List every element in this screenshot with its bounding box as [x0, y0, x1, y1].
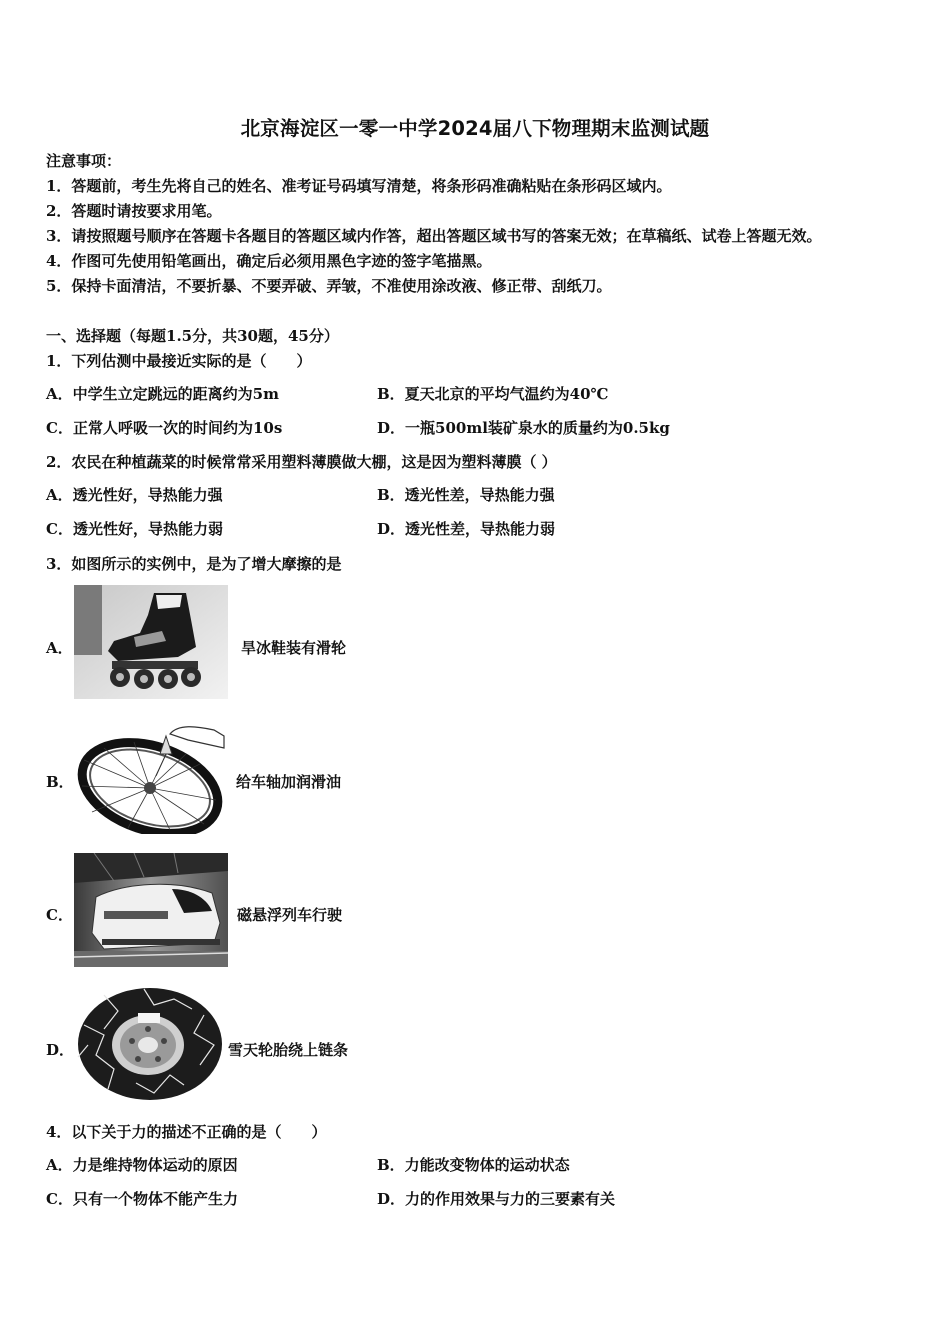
question-3-option-d-caption: 雪天轮胎绕上链条 — [228, 1041, 349, 1059]
tire-snow-chain-photo-icon — [74, 985, 226, 1103]
question-1-option-c: C．正常人呼吸一次的时间约为10s — [46, 419, 283, 437]
bicycle-wheel-oiling-photo-icon — [74, 720, 228, 834]
question-1-option-d: D．一瓶500ml装矿泉水的质量约为0.5kg — [377, 419, 670, 437]
question-3-option-d-letter: D． — [46, 1041, 75, 1059]
roller-skate-photo-icon — [74, 585, 228, 699]
question-1-option-a: A．中学生立定跳远的距离约为5m — [46, 385, 279, 403]
page-title: 北京海淀区一零一中学2024届八下物理期末监测试题 — [240, 117, 710, 140]
notice-item-5: 5．保持卡面清洁，不要折暴、不要弄破、弄皱，不准使用涂改液、修正带、刮纸刀。 — [46, 277, 612, 295]
question-3-option-b-letter: B． — [46, 773, 74, 791]
notice-item-3: 3．请按照题号顺序在答题卡各题目的答题区域内作答，超出答题区域书写的答案无效；在草稿纸、试卷上答题无效。 — [46, 227, 822, 245]
question-4-option-c: C．只有一个物体不能产生力 — [46, 1190, 238, 1208]
question-4-option-a: A．力是维持物体运动的原因 — [46, 1156, 238, 1174]
maglev-train-photo-icon — [74, 853, 228, 967]
question-1-option-b: B．夏天北京的平均气温约为40℃ — [377, 385, 609, 403]
question-3-option-c-caption: 磁悬浮列车行驶 — [237, 906, 343, 924]
notice-heading: 注意事项： — [46, 152, 122, 170]
notice-item-1: 1．答题前，考生先将自己的姓名、准考证号码填写清楚，将条形码准确粘贴在条形码区域内。 — [46, 177, 672, 195]
question-2-option-c: C．透光性好，导热能力弱 — [46, 520, 223, 538]
question-3-option-c-letter: C． — [46, 906, 73, 924]
notice-item-4: 4．作图可先使用铅笔画出，确定后必须用黑色字迹的签字笔描黑。 — [46, 252, 492, 270]
notice-item-2: 2．答题时请按要求用笔。 — [46, 202, 222, 220]
section-heading: 一、选择题（每题1.5分，共30题，45分） — [46, 327, 339, 345]
question-3-option-a-letter: A． — [46, 639, 73, 657]
question-2-option-b: B．透光性差，导热能力强 — [377, 486, 555, 504]
question-1-stem: 1．下列估测中最接近实际的是（ ） — [46, 352, 312, 370]
question-4-option-b: B．力能改变物体的运动状态 — [377, 1156, 570, 1174]
question-3-option-a-caption: 旱冰鞋装有滑轮 — [241, 639, 347, 657]
question-4-option-d: D．力的作用效果与力的三要素有关 — [377, 1190, 616, 1208]
question-4-stem: 4．以下关于力的描述不正确的是（ ） — [46, 1123, 327, 1141]
question-2-option-d: D．透光性差，导热能力弱 — [377, 520, 556, 538]
question-2-option-a: A．透光性好，导热能力强 — [46, 486, 223, 504]
question-3-stem: 3．如图所示的实例中，是为了增大摩擦的是 — [46, 555, 342, 573]
question-2-stem: 2．农民在种植蔬菜的时候常常采用塑料薄膜做大棚，这是因为塑料薄膜（ ） — [46, 453, 557, 471]
question-3-option-b-caption: 给车轴加润滑油 — [236, 773, 342, 791]
